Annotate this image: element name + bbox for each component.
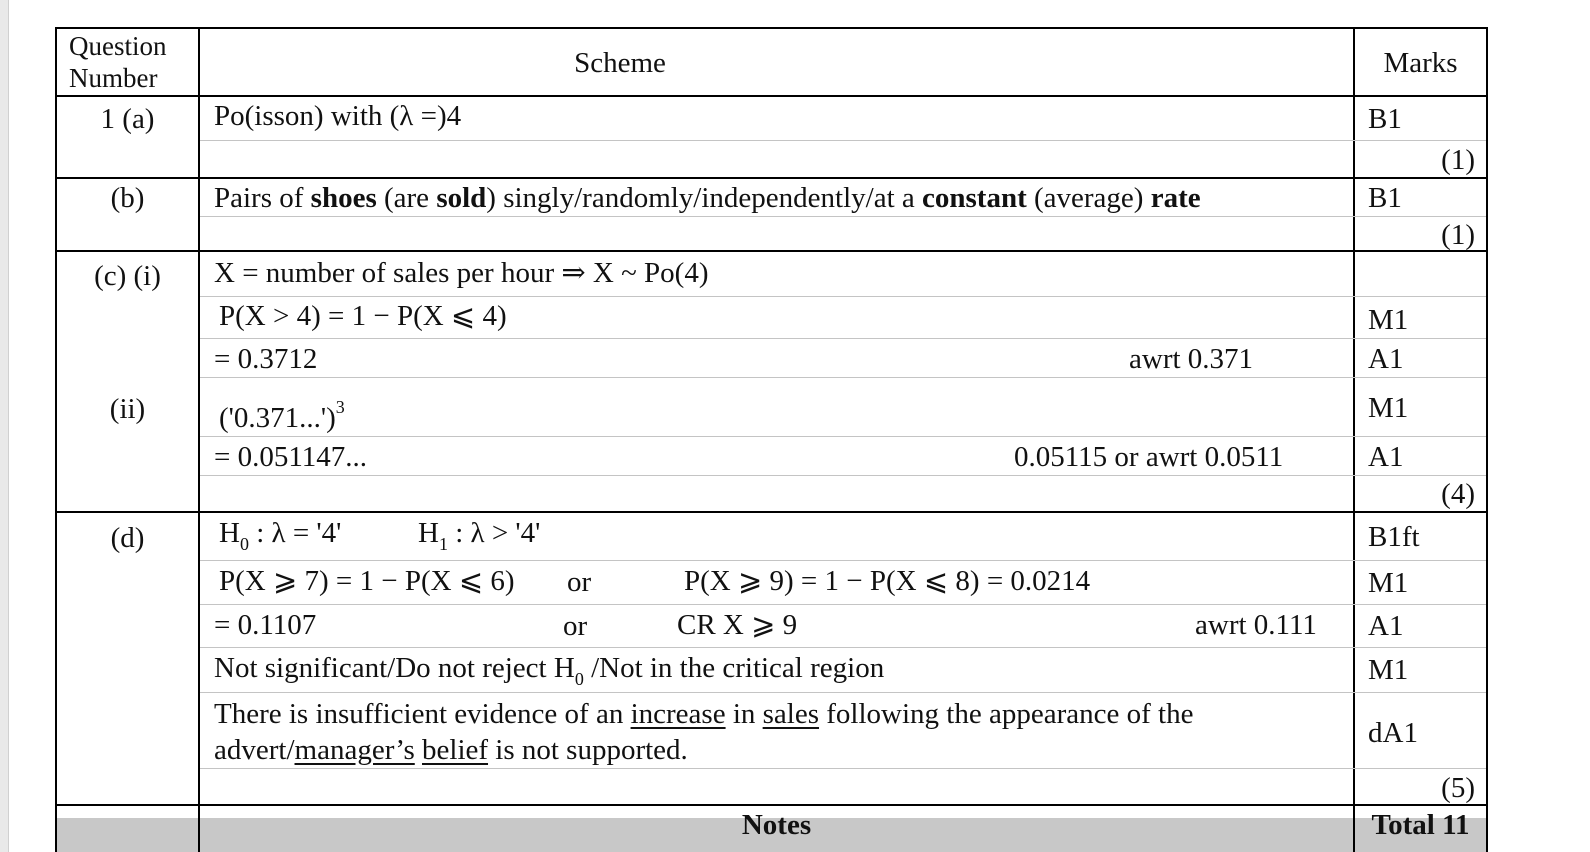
part-c-row-result-note: 0.05115 or awrt 0.0511 xyxy=(1014,441,1284,473)
part-d-mark-m1: M1 xyxy=(1368,567,1409,599)
part-c-mark-a1: A1 xyxy=(1368,343,1404,375)
footer-total: Total 11 xyxy=(1371,809,1470,841)
part-c-row-definition: X = number of sales per hour ⇒ X ~ Po(4) xyxy=(214,257,709,289)
part-d-value-left: = 0.1107 xyxy=(214,609,317,641)
part-a-scheme: Po(isson) with (λ =)4 xyxy=(214,100,462,132)
part-c-row-probability: P(X > 4) = 1 − P(X ⩽ 4) xyxy=(219,300,507,332)
part-d-prob-left: P(X ⩾ 7) = 1 − P(X ⩽ 6) xyxy=(219,565,515,597)
part-d-total: (5) xyxy=(1441,772,1475,804)
part-d-mark-b1ft: B1ft xyxy=(1368,521,1420,553)
part-b-label: (b) xyxy=(110,182,145,214)
footer-notes: Notes xyxy=(741,809,812,841)
part-c-mark-m1: M1 xyxy=(1368,304,1409,336)
part-b-scheme: Pairs of shoes (are sold) singly/randomly/independently/at a constant (average) rate xyxy=(214,182,1201,214)
part-d-conclusion: Not significant/Do not reject $H_0$ /Not in the critical region xyxy=(214,652,885,689)
part-d-mark-a1: A1 xyxy=(1368,610,1404,642)
part-c-ii-label: (ii) xyxy=(109,393,146,425)
part-c-row-value: = 0.3712 xyxy=(214,343,318,375)
left-window-edge xyxy=(0,0,9,852)
part-d-null-hypothesis: $H_0$ : λ = '4' xyxy=(219,517,342,554)
part-a-label: 1 (a) xyxy=(100,103,155,135)
header-marks: Marks xyxy=(1383,47,1458,79)
part-a-total: (1) xyxy=(1441,144,1475,176)
part-d-context-line-2: advert/manager’s belief is not supported. xyxy=(214,734,688,766)
part-d-alt-hypothesis: $H_1$ : λ > '4' xyxy=(418,517,541,554)
part-a-mark: B1 xyxy=(1368,103,1402,135)
part-c-mark-m1-ii: M1 xyxy=(1368,392,1409,424)
part-d-context-line-1: There is insufficient evidence of an increase in sales following the appearance of the xyxy=(214,698,1194,730)
part-c-row-value-note: awrt 0.371 xyxy=(1129,343,1254,375)
part-d-or-1: or xyxy=(567,566,592,598)
part-d-prob-right: P(X ⩾ 9) = 1 − P(X ⩽ 8) = 0.0214 xyxy=(684,565,1091,597)
part-b-mark: B1 xyxy=(1368,182,1402,214)
header-question-number: Question Number xyxy=(69,31,167,93)
part-b-total: (1) xyxy=(1441,219,1475,251)
part-c-row-result: = 0.051147... xyxy=(214,441,368,473)
part-c-i-label: (c) (i) xyxy=(94,260,161,292)
part-d-critical-region: CR X ⩾ 9 xyxy=(677,609,798,641)
part-c-mark-a1-ii: A1 xyxy=(1368,441,1404,473)
part-d-or-2: or xyxy=(563,610,588,642)
part-d-mark-da1: dA1 xyxy=(1368,717,1418,749)
part-c-row-cube: $('0.371...')^3$ xyxy=(219,397,345,434)
part-d-label: (d) xyxy=(110,522,145,554)
part-d-mark-m1-conclusion: M1 xyxy=(1368,654,1409,686)
header-scheme: Scheme xyxy=(574,47,666,79)
part-c-total: (4) xyxy=(1441,478,1475,510)
part-d-value-note: awrt 0.111 xyxy=(1195,609,1317,641)
